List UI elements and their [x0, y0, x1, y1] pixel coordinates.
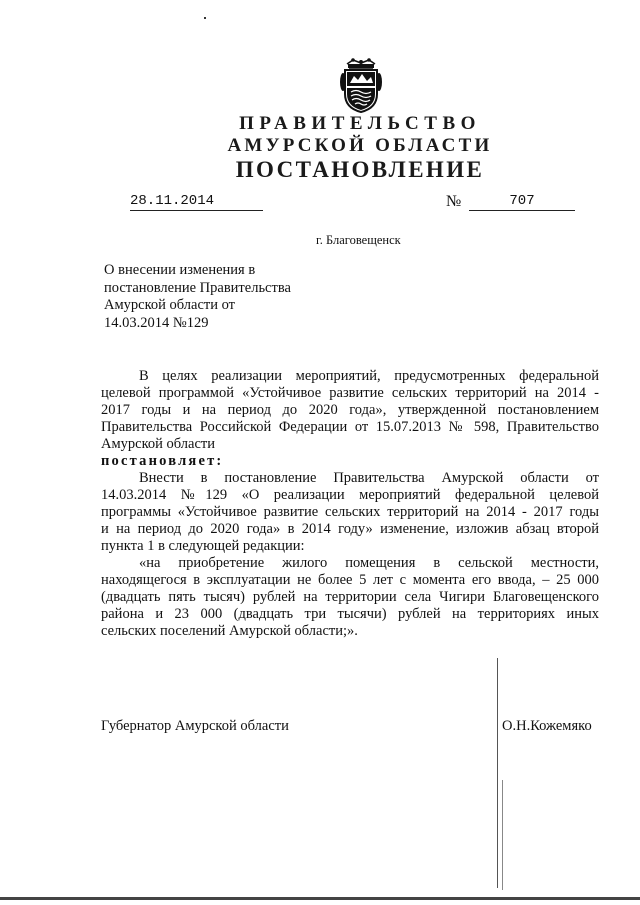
body-line: Внести в постановление Правительства Амурской области от: [139, 470, 599, 486]
document-subject: [104, 262, 291, 332]
body-line: пункта 1 в следующей редакции:: [101, 538, 305, 554]
subject-line: постановление Правительства: [104, 279, 291, 296]
body-line: и на период до 2020 года» в 2014 году» изменение, изложив абзац второй: [101, 521, 599, 537]
body-line: сельских поселений Амурской области;».: [101, 623, 358, 639]
organization-name-line2: АМУРСКОЙ ОБЛАСТИ: [227, 135, 493, 156]
body-line: района и 23 000 (двадцать три тысячи) рублей на территориях иных: [101, 606, 599, 622]
subject-line: О внесении изменения в: [104, 262, 256, 278]
signatory-name: О.Н.Кожемяко: [502, 718, 592, 734]
body-line: целевой программой «Устойчивое развитие сельских территорий на 2014 -: [101, 385, 599, 401]
document-body: [101, 368, 599, 640]
body-line: 14.03.2014 №129 «О реализации мероприятий федеральной целевой: [101, 487, 599, 503]
document-number: 707: [469, 193, 575, 211]
body-line: программы «Устойчивое развитие сельских территорий на 2014 - 2017 годы: [101, 504, 599, 520]
scan-bottom-edge: [0, 897, 640, 900]
body-line: Правительства Российской Федерации от 15.07.2013 № 598, Правительство: [101, 419, 599, 435]
resolve-word: постановляет:: [101, 453, 224, 469]
document-date: 28.11.2014: [130, 193, 263, 211]
scan-artifact-line: [502, 780, 503, 890]
subject-line: Амурской области от: [104, 297, 236, 313]
issue-city: г. Благовещенск: [316, 233, 401, 247]
subject-line: 14.03.2014 №129: [104, 314, 209, 331]
signatory-title: Губернатор Амурской области: [101, 718, 289, 734]
coat-of-arms-icon: [338, 56, 384, 114]
document-number-label: №: [446, 193, 462, 210]
body-line: В целях реализации мероприятий, предусмотренных федеральной: [139, 368, 599, 384]
body-line: находящегося в эксплуатации не более 5 лет с момента его ввода, – 25 000: [101, 572, 599, 588]
body-line: 2017 годы и на период до 2020 года», утвержденной постановлением: [101, 402, 599, 418]
body-line: (двадцать пять тысяч) рублей на территории села Чигири Благовещенского: [101, 589, 599, 605]
organization-name-line1: ПРАВИТЕЛЬСТВО: [239, 113, 481, 134]
scan-artifact-line: [497, 658, 498, 888]
scan-speck: [204, 17, 206, 19]
document-type-title: ПОСТАНОВЛЕНИЕ: [235, 157, 485, 182]
body-line: Амурской области: [101, 436, 215, 452]
body-line: «на приобретение жилого помещения в сельской местности,: [139, 555, 599, 571]
